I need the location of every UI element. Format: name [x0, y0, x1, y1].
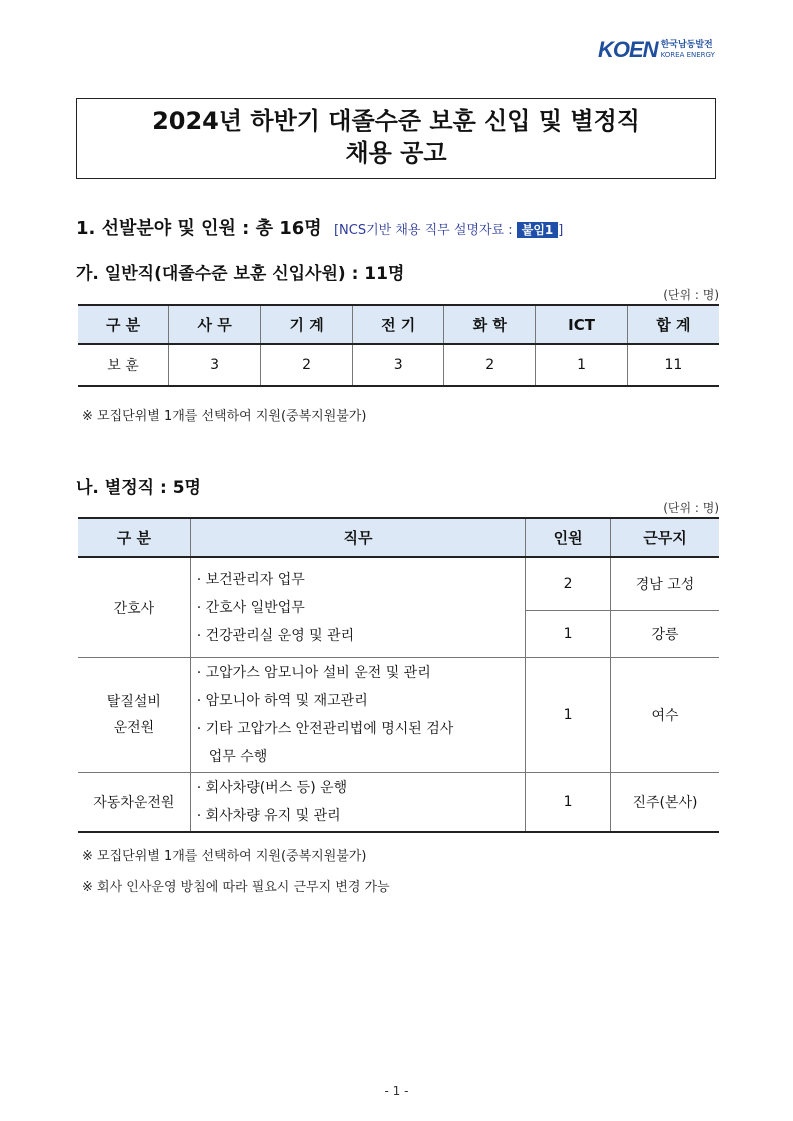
location-cell: 경남 고성 — [610, 557, 719, 611]
duty-item: 업무 수행 — [208, 749, 268, 765]
count-cell: 1 — [526, 773, 611, 833]
special-table — [78, 517, 719, 833]
table-header: 인원 — [526, 518, 611, 557]
duty-item: · 고압가스 암모니아 설비 운전 및 관리 — [196, 665, 431, 681]
duty-item: · 회사차량(버스 등) 운행 — [196, 780, 348, 796]
category-cell: 간호사 — [78, 557, 190, 658]
table-row — [78, 773, 719, 833]
duty-item: · 보건관리자 업무 — [196, 571, 305, 588]
table-row — [78, 658, 719, 773]
duty-item: · 간호사 일반업무 — [196, 599, 305, 616]
company-logo — [598, 37, 715, 63]
table-header: 전 기 — [353, 305, 444, 344]
logo-korean: 한국남동발전 — [660, 40, 713, 50]
table-header: 직무 — [190, 518, 526, 557]
table-header: 구 분 — [78, 305, 169, 344]
duty-item: · 기타 고압가스 안전관리법에 명시된 검사 — [196, 721, 454, 737]
table-header: 합 계 — [627, 305, 719, 344]
table-header: 사 무 — [169, 305, 261, 344]
table-cell: 3 — [353, 344, 444, 386]
section-1-title: 1. 선발분야 및 인원 : 총 16명 — [76, 218, 322, 239]
count-cell: 1 — [526, 611, 611, 658]
duty-item: · 건강관리실 운영 및 관리 — [196, 627, 355, 644]
special-heading: 나. 별정직 : 5명 — [76, 478, 201, 498]
category-cell: 탈질설비 운전원 — [78, 658, 190, 773]
table-row — [78, 344, 719, 386]
title-line-1: 2024년 하반기 대졸수준 보훈 신입 및 별정직 — [152, 107, 640, 135]
location-cell: 진주(본사) — [610, 773, 719, 833]
general-table — [78, 304, 719, 387]
duty-cell — [190, 773, 526, 833]
special-note-2: ※ 회사 인사운영 방침에 따라 필요시 근무지 변경 가능 — [82, 880, 390, 895]
table-header-row — [78, 305, 719, 344]
table-row — [78, 557, 719, 611]
location-cell: 여수 — [610, 658, 719, 773]
title-line-2: 채용 공고 — [345, 139, 447, 167]
duty-cell — [190, 658, 526, 773]
table-cell: 보 훈 — [78, 344, 169, 386]
table-header: 화 학 — [444, 305, 536, 344]
table-header: 근무지 — [610, 518, 719, 557]
page-number: - 1 - — [384, 1084, 409, 1098]
table-header: ICT — [536, 305, 628, 344]
title-box — [76, 98, 716, 179]
table-cell: 3 — [169, 344, 261, 386]
logo-mark: KOEN — [598, 37, 658, 62]
table-cell: 1 — [536, 344, 628, 386]
general-unit: (단위 : 명) — [663, 288, 719, 302]
table-header-row — [78, 518, 719, 557]
duty-cell — [190, 557, 526, 658]
ncs-reference: [NCS기반 채용 직무 설명자료 : 붙임1 ] — [333, 223, 564, 238]
count-cell: 2 — [526, 557, 611, 611]
general-note: ※ 모집단위별 1개를 선택하여 지원(중복지원불가) — [82, 409, 367, 424]
location-cell: 강릉 — [610, 611, 719, 658]
table-header: 기 계 — [261, 305, 353, 344]
special-note-1: ※ 모집단위별 1개를 선택하여 지원(중복지원불가) — [82, 849, 367, 864]
special-unit: (단위 : 명) — [663, 501, 719, 515]
table-cell: 2 — [444, 344, 536, 386]
table-header: 구 분 — [78, 518, 190, 557]
duty-item: · 암모니아 하역 및 재고관리 — [196, 693, 368, 709]
logo-english: KOREA ENERGY — [660, 51, 715, 59]
count-cell: 1 — [526, 658, 611, 773]
duty-item: · 회사차량 유지 및 관리 — [196, 808, 341, 824]
table-cell: 2 — [261, 344, 353, 386]
general-heading: 가. 일반직(대졸수준 보훈 신입사원) : 11명 — [76, 264, 405, 284]
table-cell: 11 — [627, 344, 719, 386]
attachment-badge: 붙임1 — [517, 222, 559, 238]
category-cell: 자동차운전원 — [78, 773, 190, 833]
section-1-heading — [76, 214, 563, 240]
